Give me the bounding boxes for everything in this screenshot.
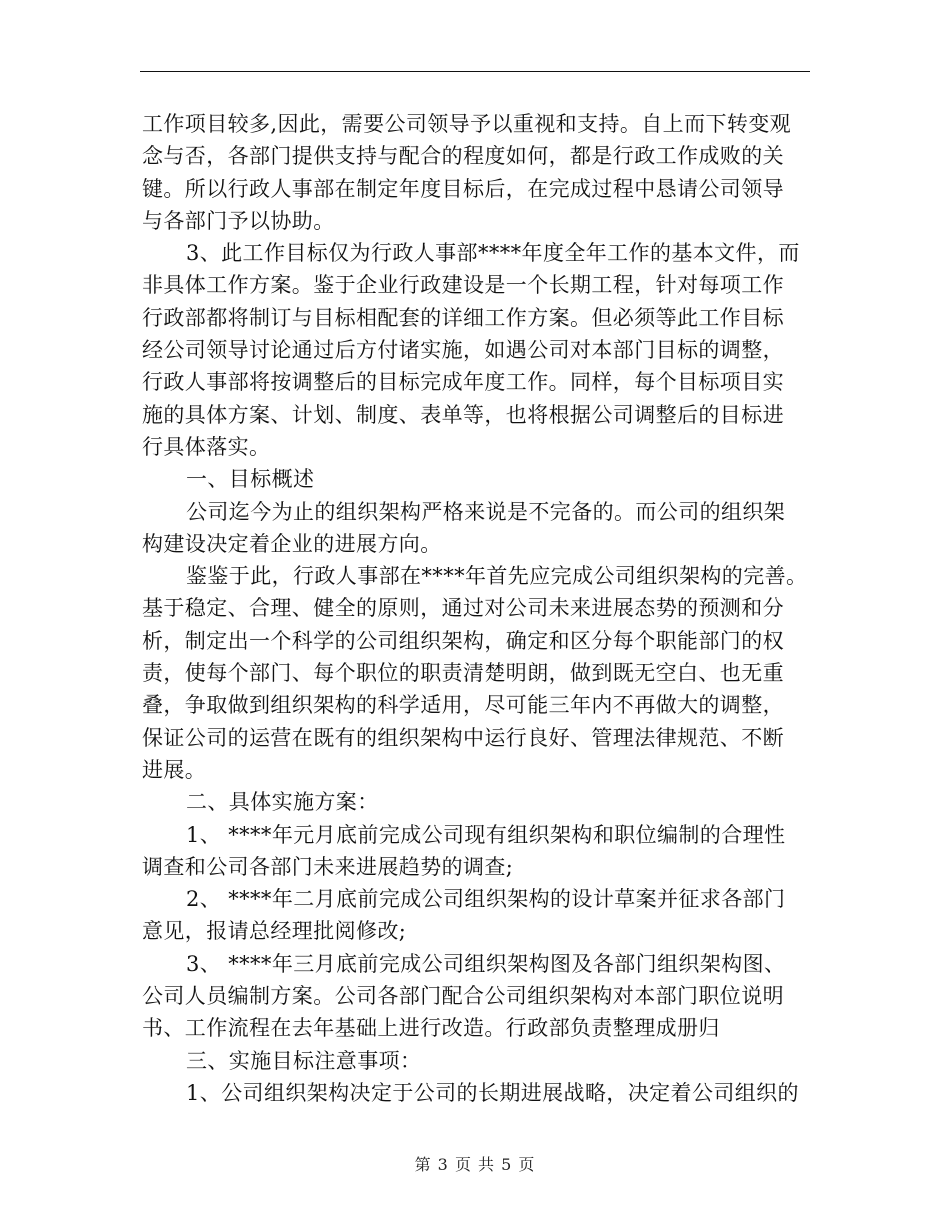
- section-heading-goal-overview: [142, 463, 812, 495]
- text-line: 键。所以行政人事部在制定年度目标后，在完成过程中恳请公司领导: [142, 176, 784, 201]
- text-line: 1、公司组织架构决定于公司的长期进展战略，决定着公司组织的: [186, 1080, 799, 1105]
- text-line: 经公司领导讨论通过后方付诸实施，如遇公司对本部门目标的调整，: [142, 338, 784, 363]
- text-line: 书、工作流程在去年基础上进行改造。行政部负责整理成册归: [142, 1016, 720, 1041]
- paragraph-continuation: [142, 108, 812, 237]
- section-heading-implementation-plan: [142, 786, 812, 818]
- text-line: 意见，报请总经理批阅修改;: [142, 919, 407, 944]
- list-item-3: [142, 948, 812, 1045]
- text-line: 叠，争取做到组织架构的科学适用，尽可能三年内不再做大的调整，: [142, 693, 784, 718]
- text-line: 三、实施目标注意事项：: [186, 1048, 422, 1073]
- paragraph-notes-1: [142, 1077, 812, 1109]
- text-line: 工作项目较多,因此，需要公司领导予以重视和支持。自上而下转变观: [142, 112, 792, 136]
- text-line: 进展。: [142, 757, 207, 782]
- text-line: 鉴鉴于此，行政人事部在****年首先应完成公司组织架构的完善。: [186, 564, 808, 589]
- text-line: 公司迄今为止的组织架构严格来说是不完备的。而公司的组织架: [186, 499, 786, 524]
- text-line: 3、此工作目标仅为行政人事部****年度全年工作的基本文件，而: [186, 241, 800, 266]
- page-number-footer: 第 3 页 共 5 页: [414, 1155, 536, 1174]
- text-line: 析，制定出一个科学的公司组织架构，确定和区分每个职能部门的权: [142, 628, 784, 653]
- text-line: 责，使每个部门、每个职位的职责清楚明朗，做到既无空白、也无重: [142, 661, 784, 686]
- list-item-2: [142, 883, 812, 948]
- section-heading-notes: [142, 1045, 812, 1077]
- text-line: 行政人事部将按调整后的目标完成年度工作。同样，每个目标项目实: [142, 370, 784, 395]
- text-line: 施的具体方案、计划、制度、表单等，也将根据公司调整后的目标进: [142, 402, 784, 427]
- text-line: 2、 ****年二月底前完成公司组织架构的设计草案并征求各部门: [186, 887, 786, 912]
- document-body: [142, 108, 812, 1109]
- header-rule: [140, 71, 810, 72]
- text-line: 与各部门予以协助。: [142, 208, 335, 233]
- text-line: 保证公司的运营在既有的组织架构中运行良好、管理法律规范、不断: [142, 725, 784, 750]
- paragraph-item-3: [142, 237, 812, 463]
- text-line: 非具体工作方案。鉴于企业行政建设是一个长期工程，针对每项工作: [142, 273, 784, 298]
- text-line: 3、 ****年三月底前完成公司组织架构图及各部门组织架构图、: [186, 951, 786, 976]
- paragraph-plan-detail: [142, 560, 812, 786]
- text-line: 二、具体实施方案：: [186, 790, 379, 815]
- text-line: 念与否，各部门提供支持与配合的程度如何，都是行政工作成败的关: [142, 144, 784, 169]
- text-line: 行政部都将制订与目标相配套的详细工作方案。但必须等此工作目标: [142, 305, 784, 330]
- text-line: 调查和公司各部门未来进展趋势的调查;: [142, 854, 514, 879]
- list-item-1: [142, 819, 812, 884]
- text-line: 公司人员编制方案。公司各部门配合公司组织架构对本部门职位说明: [142, 984, 784, 1009]
- paragraph-org-structure: [142, 496, 812, 561]
- text-line: 构建设决定着企业的进展方向。: [142, 531, 442, 556]
- text-line: 1、 ****年元月底前完成公司现有组织架构和职位编制的合理性: [186, 822, 786, 847]
- text-line: 基于稳定、合理、健全的原则，通过对公司未来进展态势的预测和分: [142, 596, 784, 621]
- text-line: 行具体落实。: [142, 434, 271, 459]
- text-line: 一、目标概述: [186, 467, 315, 492]
